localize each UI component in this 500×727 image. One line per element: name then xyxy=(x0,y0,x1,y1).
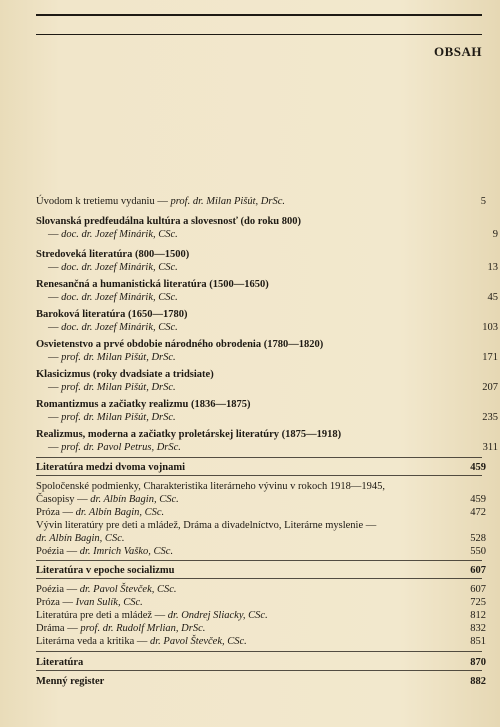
sub-entry-author: dr. Albín Bagin, CSc. xyxy=(75,507,165,518)
toc-entry-author-row: — doc. dr. Jozef Minárik, CSc. 9 xyxy=(48,229,498,240)
toc-entry-title: Romantizmus a začiatky realizmu (1836—1875) xyxy=(36,399,251,410)
sub-entry-title: Časopisy xyxy=(36,494,75,505)
sub-entry-author: Ivan Sulík, CSc. xyxy=(75,597,143,608)
sub-entry: Literatúra pre deti a mládež — dr. Ondrej Sliacky, CSc. 812 xyxy=(36,610,486,621)
toc-entry-title: Baroková literatúra (1650—1780) xyxy=(36,309,188,320)
entry-page: 13 xyxy=(487,262,498,273)
sub-entry-title: Próza xyxy=(36,597,60,608)
toc-entry-author-row: — prof. dr. Pavol Petrus, DrSc. 311 xyxy=(48,442,498,453)
sub-entry-page: 725 xyxy=(470,597,486,608)
sub-entry: Próza — dr. Albín Bagin, CSc. 472 xyxy=(36,507,486,518)
entry-author: prof. dr. Milan Pišút, DrSc. xyxy=(170,196,285,207)
toc-entry-author-row: — prof. dr. Milan Pišút, DrSc. 235 xyxy=(48,412,498,423)
sub-entry: Poézia — dr. Imrich Vaško, CSc. 550 xyxy=(36,546,486,557)
entry-author: prof. dr. Pavol Petrus, DrSc. xyxy=(61,442,181,453)
sub-entry-author: dr. Imrich Vaško, CSc. xyxy=(79,546,174,557)
sub-entry: Poézia — dr. Pavol Števček, CSc. 607 xyxy=(36,584,486,595)
entry-author: prof. dr. Milan Pišút, DrSc. xyxy=(61,382,176,393)
sub-entry-page: 607 xyxy=(470,584,486,595)
sub-entry-title: Dráma xyxy=(36,623,65,634)
sub-entry-page: 812 xyxy=(470,610,486,621)
sub-entry-author: prof. dr. Rudolf Mrlian, DrSc. xyxy=(80,623,206,634)
entry-page: 5 xyxy=(480,196,486,207)
sub-entry-page: 472 xyxy=(470,507,486,518)
sub-entry-title: Spoločenské podmienky, Charakteristika literárneho vývinu v rokoch 1918—1945, xyxy=(36,481,385,492)
sub-entry: Dráma — prof. dr. Rudolf Mrlian, DrSc. 832 xyxy=(36,623,486,634)
entry-page: 9 xyxy=(492,229,498,240)
toc-entry-title: Stredoveká literatúra (800—1500) xyxy=(36,249,190,260)
sub-entry-title: Poézia xyxy=(36,584,64,595)
sub-entry: Próza — Ivan Sulík, CSc. 725 xyxy=(36,597,486,608)
sub-entry xyxy=(36,532,486,545)
sub-entry: Časopisy — dr. Albín Bagin, CSc. 459 xyxy=(36,494,486,505)
entry-title: Úvodom k tretiemu vydaniu xyxy=(36,196,155,207)
toc-entry-title: Renesančná a humanistická literatúra (1500—1650) xyxy=(36,279,269,290)
sub-entry-author: dr. Pavol Števček, CSc. xyxy=(150,636,247,647)
sub-entry-title: Poézia xyxy=(36,546,64,557)
toc-entry-title: Realizmus, moderna a začiatky proletárskej literatúry (1875—1918) xyxy=(36,429,342,440)
page-heading: OBSAH xyxy=(433,44,482,59)
toc-entry-author-row: — prof. dr. Milan Pišút, DrSc. 171 xyxy=(48,352,498,363)
entry-page: 311 xyxy=(482,442,498,453)
section-title-row xyxy=(36,675,486,688)
section-title: Literatúra v epoche socializmu xyxy=(36,565,175,576)
entry-page: 171 xyxy=(482,352,498,363)
sub-entry-page: 528 xyxy=(470,533,486,544)
entry-page: 235 xyxy=(482,412,498,423)
section-page: 459 xyxy=(470,462,486,473)
toc-entry-author-row: — prof. dr. Milan Pišút, DrSc. 207 xyxy=(48,382,498,393)
entry-author: doc. dr. Jozef Minárik, CSc. xyxy=(61,292,178,303)
entry-author: doc. dr. Jozef Minárik, CSc. xyxy=(61,229,178,240)
sub-entry-author: dr. Pavol Števček, CSc. xyxy=(79,584,177,595)
section-title: Menný register xyxy=(36,676,105,687)
section-divider xyxy=(36,560,482,561)
sub-entry-title: Próza xyxy=(36,507,60,518)
entry-page: 207 xyxy=(482,382,498,393)
entry-author: doc. dr. Jozef Minárik, CSc. xyxy=(61,322,178,333)
sub-entry xyxy=(36,480,486,493)
sub-entry: Literárna veda a kritika — dr. Pavol Števček, CSc. 851 xyxy=(36,636,486,647)
sub-entry: Vývin literatúry pre deti a mládež, Dráma a divadelníctvo, Literárne myslenie — xyxy=(36,520,377,531)
section-divider xyxy=(36,578,482,579)
section-page: 882 xyxy=(470,676,486,687)
section-title-row xyxy=(36,461,486,474)
sub-entry-title: Literárna veda a kritika xyxy=(36,636,135,647)
sub-entry-author: dr. Albín Bagin, CSc. xyxy=(36,533,125,544)
section-page: 607 xyxy=(470,565,486,576)
sub-entry-author: dr. Albín Bagin, CSc. xyxy=(90,494,179,505)
section-title-row xyxy=(36,564,486,577)
sub-entry-title: Literatúra pre deti a mládež xyxy=(36,610,153,621)
section-divider xyxy=(36,475,482,476)
toc-entry-title: Osvietenstvo a prvé obdobie národného obrodenia (1780—1820) xyxy=(36,339,324,350)
sub-entry-page: 851 xyxy=(470,636,486,647)
sub-entry-page: 459 xyxy=(470,494,486,505)
section-title: Literatúra xyxy=(36,657,84,668)
toc-entry-author-row: — doc. dr. Jozef Minárik, CSc. 13 xyxy=(48,262,498,273)
sub-entry-title: Vývin literatúry pre deti a mládež, Dráma a divadelníctvo, Literárne myslenie xyxy=(36,520,364,531)
entry-author: prof. dr. Milan Pišút, DrSc. xyxy=(61,412,176,423)
section-title: Literatúra medzi dvoma vojnami xyxy=(36,462,186,473)
toc-entry-author-row: — doc. dr. Jozef Minárik, CSc. 45 xyxy=(48,292,498,303)
toc-entry: Úvodom k tretiemu vydaniu — prof. dr. Milan Pišút, DrSc. 5 xyxy=(36,196,486,207)
toc-entry-author-row: — doc. dr. Jozef Minárik, CSc. 103 xyxy=(48,322,498,333)
section-title-row xyxy=(36,656,486,669)
sub-entry-page: 832 xyxy=(470,623,486,634)
top-rule xyxy=(36,14,482,16)
entry-author: doc. dr. Jozef Minárik, CSc. xyxy=(61,262,178,273)
sub-entry-page: 550 xyxy=(470,546,486,557)
toc-entry-title: Slovanská predfeudálna kultúra a slovesnosť (do roku 800) xyxy=(36,216,302,227)
section-divider xyxy=(36,457,482,458)
section-page: 870 xyxy=(470,657,486,668)
entry-page: 103 xyxy=(482,322,498,333)
toc-entry-title: Klasicizmus (roky dvadsiate a tridsiate) xyxy=(36,369,214,380)
section-divider xyxy=(36,651,482,652)
section-divider xyxy=(36,670,482,671)
entry-page: 45 xyxy=(487,292,498,303)
sub-entry-author: dr. Ondrej Sliacky, CSc. xyxy=(167,610,268,621)
second-rule xyxy=(36,34,482,35)
entry-author: prof. dr. Milan Pišút, DrSc. xyxy=(61,352,176,363)
